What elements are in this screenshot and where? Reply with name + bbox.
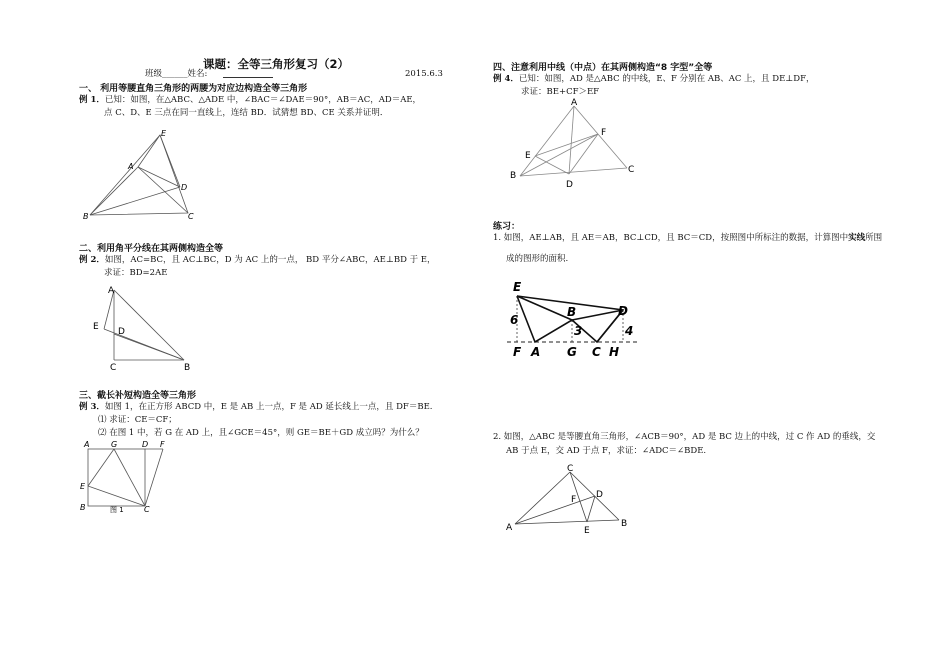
fig4-label-C: C — [628, 165, 635, 175]
fig4-label-A: A — [571, 98, 578, 108]
practice1-label-F: F — [513, 345, 522, 359]
example4-text-line1: 已知：如图，AD 是△ABC 的中线，E、F 分别在 AB、AC 上，且 DE⊥DF， — [518, 74, 815, 84]
date-text: 2015.6.3 — [405, 69, 443, 79]
fig1-label-E: E — [161, 129, 167, 138]
practice1-label-4: 4 — [625, 324, 634, 338]
practice1-text-line1-post: 所围 — [865, 233, 883, 243]
fig1-label-C: C — [188, 212, 194, 221]
practice2-label-D: D — [596, 490, 603, 500]
example2-label: 例 2． — [79, 255, 105, 265]
page-title: 课题：全等三角形复习（2） — [203, 57, 350, 71]
fig4-label-E: E — [525, 151, 531, 161]
fig3-label-D: D — [142, 440, 149, 449]
practice1-text-line1-pre: 1. 如图，AE⊥AB，且 AE＝AB，BC⊥CD，且 BC＝CD，按照图中所标注的数据，计算图中 — [493, 233, 849, 243]
practice2-text-line2: AB 于点 E，交 AD 于点 F，求证：∠ADC＝∠BDE. — [506, 446, 707, 456]
figure-practice1 — [505, 278, 640, 362]
example3-text-line2: ⑴ 求证：CE＝CF； — [98, 415, 177, 425]
example3-text-line1: 如图 1，在正方形 ABCD 中，E 是 AB 上一点，F 是 AD 延长线上一点，且 DF＝BE. — [104, 402, 433, 412]
fig2-label-D: D — [118, 327, 125, 337]
practice1-label-B: B — [567, 305, 577, 319]
fig4-label-B: B — [510, 171, 517, 181]
fig2-label-E: E — [93, 322, 99, 332]
practice1-label-3: 3 — [574, 324, 583, 338]
section4-heading: 四、注意利用中线（中点）在其两侧构造“8 字型”全等 — [493, 63, 713, 73]
fig4-label-F: F — [601, 128, 607, 138]
example3-label: 例 3． — [79, 402, 105, 412]
example1-text-line1: 已知：如图，在△ABC、△ADE 中，∠BAC＝∠DAE＝90°，AB＝AC，AD＝AE， — [104, 95, 422, 105]
practice1-label-A: A — [531, 345, 541, 359]
fig3-label-F: F — [160, 440, 165, 449]
fig2-label-A: A — [108, 286, 115, 296]
fig3-label-C: C — [144, 505, 150, 514]
fig2-label-B: B — [184, 363, 191, 373]
fig3-caption: 图 1 — [110, 506, 124, 514]
figure-example4 — [505, 96, 645, 192]
example4-text-line2: 求证：BE+CF＞EF — [521, 87, 600, 97]
class-name-field: 班级______姓名: — [145, 69, 208, 79]
example2-text-line2: 求证：BD=2AE — [104, 268, 168, 278]
practice1-label-6: 6 — [510, 313, 519, 327]
practice2-label-A: A — [506, 523, 513, 533]
section2-heading: 二、利用角平分线在其两侧构造全等 — [79, 244, 224, 254]
section1-heading: 一、 利用等腰直角三角形的两腰为对应边构造全等三角形 — [79, 84, 308, 94]
fig4-label-D: D — [566, 180, 573, 190]
practice2-label-C: C — [567, 464, 574, 474]
figure-example3 — [78, 440, 178, 516]
fig1-label-D: D — [181, 183, 188, 192]
fig1-label-A: A — [128, 162, 134, 171]
practice2-label-B: B — [621, 519, 628, 529]
practice1-text-bold: 实线 — [848, 233, 866, 243]
practice1-label-C: C — [592, 345, 601, 359]
practice2-label-F: F — [571, 495, 577, 505]
practice2-label-E: E — [584, 526, 590, 536]
example1-label: 例 1． — [79, 95, 105, 105]
example2-text-line1: 如图，AC=BC，且 AC⊥BC，D 为 AC 上的一点， BD 平分∠ABC，AE⊥BD 于 E， — [104, 255, 436, 265]
fig3-label-E: E — [80, 482, 86, 491]
example4-label: 例 4． — [493, 74, 519, 84]
example1-text-line2: 点 C、D、E 三点在同一直线上，连结 BD．试猜想 BD、CE 关系并证明． — [104, 108, 389, 118]
practice1-label-D: D — [618, 304, 628, 318]
figure-example1 — [80, 127, 200, 223]
fig3-label-A: A — [84, 440, 90, 449]
practice-heading: 练习： — [493, 222, 521, 232]
practice1-label-H: H — [609, 345, 620, 359]
fig1-label-B: B — [83, 212, 89, 221]
fig3-label-B: B — [80, 503, 86, 512]
fig3-label-G: G — [111, 440, 118, 449]
practice1-text-line2: 成的图形的面积. — [506, 254, 569, 264]
section3-heading: 三、截长补短构造全等三角形 — [79, 391, 197, 401]
fig2-label-C: C — [110, 363, 117, 373]
practice2-text-line1: 2. 如图，△ABC 是等腰直角三角形，∠ACB＝90°，AD 是 BC 边上的中线，过 C 作 AD 的垂线，交 — [493, 432, 876, 442]
example3-text-line3: ⑵ 在图 1 中，若 G 在 AD 上，且∠GCE＝45°，则 GE＝BE＋GD 成立吗？为什么？ — [98, 428, 424, 438]
practice1-label-G: G — [567, 345, 577, 359]
figure-practice2 — [503, 460, 633, 538]
name-underline — [223, 77, 273, 78]
figure-example2 — [88, 282, 198, 374]
practice1-label-E: E — [513, 280, 522, 294]
